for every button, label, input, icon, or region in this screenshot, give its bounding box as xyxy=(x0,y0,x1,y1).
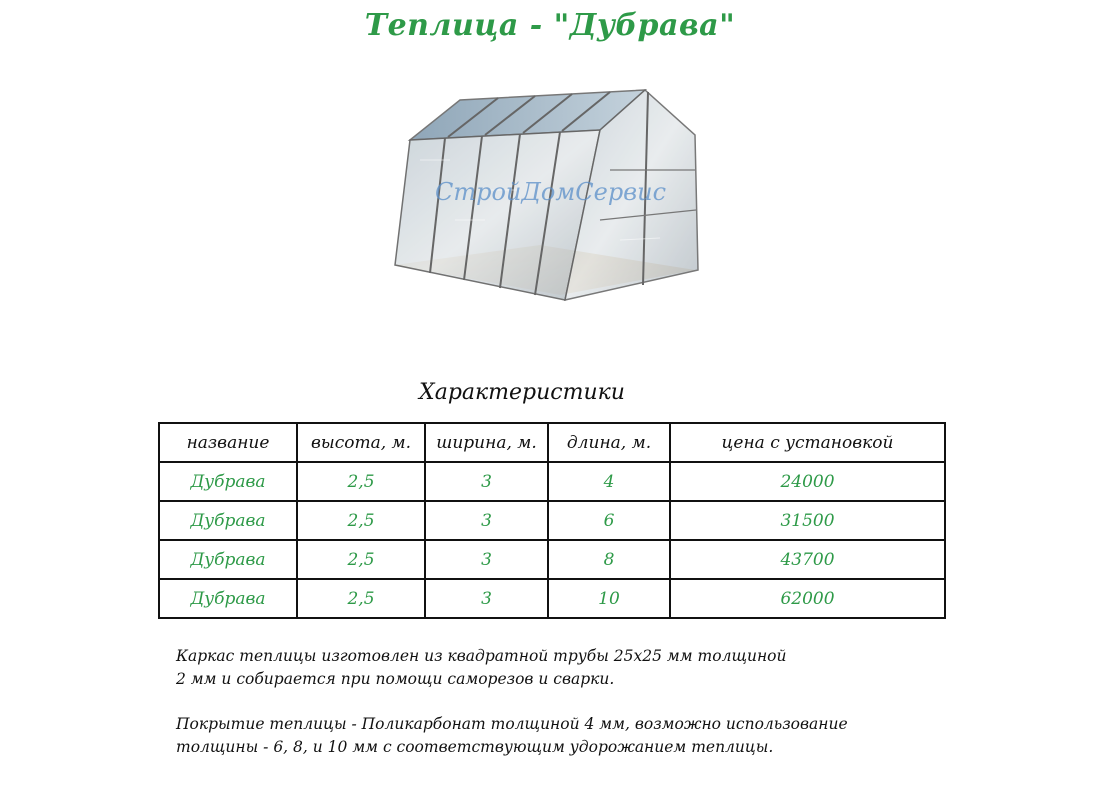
cell-name: Дубрава xyxy=(159,501,297,540)
table-row xyxy=(159,501,945,540)
cell-width: 3 xyxy=(425,540,548,579)
table-row xyxy=(159,462,945,501)
cell-length: 6 xyxy=(548,501,670,540)
cell-price: 43700 xyxy=(670,540,945,579)
header-price: цена с установкой xyxy=(670,423,945,462)
cover-description xyxy=(176,713,976,759)
cell-height: 2,5 xyxy=(297,540,425,579)
cell-name: Дубрава xyxy=(159,540,297,579)
cell-name: Дубрава xyxy=(159,579,297,618)
header-height: высота, м. xyxy=(297,423,425,462)
specs-table xyxy=(158,422,946,619)
cell-length: 10 xyxy=(548,579,670,618)
cover-line-2: толщины - 6, 8, и 10 мм с соответствующим удорожанием теплицы. xyxy=(176,738,774,756)
section-heading: Характеристики xyxy=(419,380,625,405)
frame-description xyxy=(176,645,976,691)
cell-price: 62000 xyxy=(670,579,945,618)
cell-width: 3 xyxy=(425,462,548,501)
page-title: Теплица - "Дубрава" xyxy=(364,8,736,43)
cell-price: 31500 xyxy=(670,501,945,540)
cell-length: 8 xyxy=(548,540,670,579)
cover-line-1: Покрытие теплицы - Поликарбонат толщиной 4 мм, возможно использование xyxy=(176,715,848,733)
table-row xyxy=(159,540,945,579)
header-length: длина, м. xyxy=(548,423,670,462)
frame-line-1: Каркас теплицы изготовлен из квадратной трубы 25х25 мм толщиной xyxy=(176,647,787,665)
cell-width: 3 xyxy=(425,579,548,618)
cell-width: 3 xyxy=(425,501,548,540)
frame-line-2: 2 мм и собирается при помощи саморезов и сварки. xyxy=(176,670,615,688)
table-row xyxy=(159,579,945,618)
greenhouse-image xyxy=(360,60,760,350)
cell-length: 4 xyxy=(548,462,670,501)
cell-price: 24000 xyxy=(670,462,945,501)
cell-name: Дубрава xyxy=(159,462,297,501)
cell-height: 2,5 xyxy=(297,501,425,540)
header-width: ширина, м. xyxy=(425,423,548,462)
table-header-row xyxy=(159,423,945,462)
header-name: название xyxy=(159,423,297,462)
cell-height: 2,5 xyxy=(297,579,425,618)
watermark-text: СтройДомСервис xyxy=(435,178,667,206)
cell-height: 2,5 xyxy=(297,462,425,501)
